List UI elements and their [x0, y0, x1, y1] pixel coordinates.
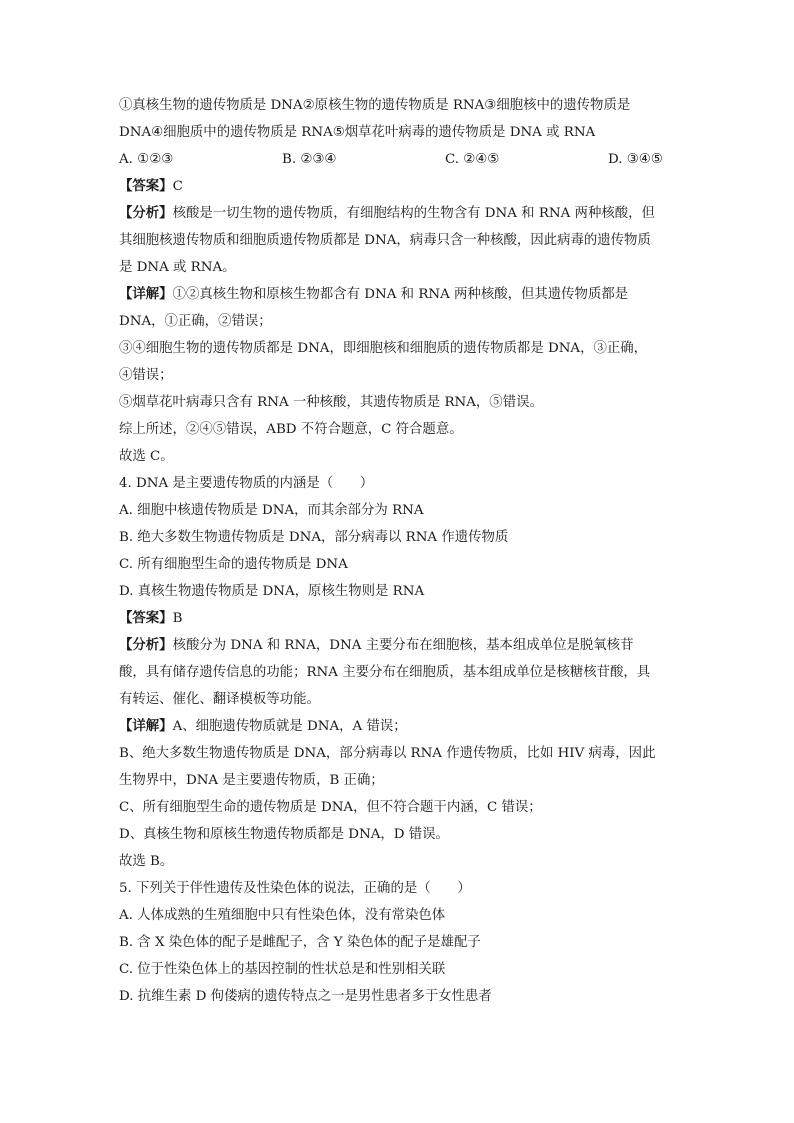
q4-detail-line-1	[119, 713, 679, 740]
q3-option-c: C. ②④⑤	[445, 152, 500, 167]
q3-stem-line-1: ①真核生物的遗传物质是 DNA②原核生物的遗传物质是 RNA③细胞核中的遗传物质是	[119, 98, 631, 113]
q3-option-a: A. ①②③	[119, 152, 174, 167]
q4-analysis-text-1: 核酸分为 DNA 和 RNA，DNA 主要分布在细胞核，基本组成单位是脱氧核苷	[172, 638, 634, 653]
q5-stem: 5. 下列关于伴性遗传及性染色体的说法，正确的是（ ）	[119, 881, 471, 896]
q3-detail-label: 【详解】	[119, 286, 173, 302]
q3-analysis-line-1	[119, 200, 679, 227]
q4-detail-line-2: B、绝大多数生物遗传物质是 DNA，部分病毒以 RNA 作遗传物质，比如 HIV 病毒，因此	[119, 746, 656, 761]
q3-stem-line-2: DNA④细胞质中的遗传物质是 RNA⑤烟草花叶病毒的遗传物质是 DNA 或 RNA	[119, 125, 596, 140]
q5-option-c: C. 位于性染色体上的基因控制的性状总是和性别相关联	[119, 962, 446, 977]
q4-answer-value: B	[172, 611, 183, 626]
q4-option-c: C. 所有细胞型生命的遗传物质是 DNA	[119, 557, 348, 572]
q3-answer-value: C	[172, 179, 183, 194]
q3-analysis-line-3: 是 DNA 或 RNA。	[119, 260, 236, 275]
q3-detail-line-4: ④错误；	[119, 368, 173, 383]
q5-option-b: B. 含 X 染色体的配子是雌配子，含 Y 染色体的配子是雄配子	[119, 935, 481, 950]
q4-option-a: A. 细胞中核遗传物质是 DNA，而其余部分为 RNA	[119, 503, 424, 518]
q3-detail-line-5: ⑤烟草花叶病毒只含有 RNA 一种核酸，其遗传物质是 RNA，⑤错误。	[119, 395, 543, 410]
q3-option-b: B. ②③④	[282, 152, 337, 167]
q4-analysis-label: 【分析】	[119, 637, 173, 653]
q4-stem: 4. DNA 是主要遗传物质的内涵是（ ）	[119, 476, 374, 491]
q4-option-b: B. 绝大多数生物遗传物质是 DNA，部分病毒以 RNA 作遗传物质	[119, 530, 509, 545]
q4-option-d: D. 真核生物遗传物质是 DNA，原核生物则是 RNA	[119, 584, 425, 599]
q3-answer-label: 【答案】	[119, 178, 173, 194]
q3-option-d: D. ③④⑤	[608, 152, 663, 167]
q4-detail-line-4: C、所有细胞型生命的遗传物质是 DNA，但不符合题干内涵，C 错误；	[119, 800, 542, 815]
q3-options	[119, 146, 679, 173]
q3-analysis-text-1: 核酸是一切生物的遗传物质，有细胞结构的生物含有 DNA 和 RNA 两种核酸，但	[172, 206, 655, 221]
q5-option-a: A. 人体成熟的生殖细胞中只有性染色体，没有常染色体	[119, 908, 446, 923]
q3-detail-text-1: ①②真核生物和原核生物都含有 DNA 和 RNA 两种核酸，但其遗传物质都是	[172, 287, 629, 302]
q3-analysis-line-2: 其细胞核遗传物质和细胞质遗传物质都是 DNA，病毒只含一种核酸，因此病毒的遗传物质	[119, 233, 651, 248]
q4-detail-text-1: A、细胞遗传物质就是 DNA，A 错误；	[172, 719, 407, 734]
q4-analysis-line-3: 有转运、催化、翻译模板等功能。	[119, 692, 320, 707]
q4-answer-label: 【答案】	[119, 610, 173, 626]
q3-detail-line-1	[119, 281, 679, 308]
q3-detail-line-3: ③④细胞生物的遗传物质都是 DNA，即细胞核和细胞质的遗传物质都是 DNA，③正确，	[119, 341, 648, 356]
q4-detail-label: 【详解】	[119, 718, 173, 734]
q3-analysis-label: 【分析】	[119, 205, 173, 221]
q4-detail-line-5: D、真核生物和原核生物遗传物质都是 DNA，D 错误。	[119, 827, 449, 842]
q4-answer	[119, 605, 679, 632]
q4-detail-line-6: 故选 B。	[119, 854, 174, 869]
q4-detail-line-3: 生物界中，DNA 是主要遗传物质，B 正确；	[119, 773, 384, 788]
q4-analysis-line-2: 酸，具有储存遗传信息的功能；RNA 主要分布在细胞质，基本组成单位是核糖核苷酸，具	[119, 665, 651, 680]
q5-option-d: D. 抗维生素 D 佝偻病的遗传特点之一是男性患者多于女性患者	[119, 989, 492, 1004]
q3-detail-line-7: 故选 C。	[119, 449, 174, 464]
q3-detail-line-6: 综上所述，②④⑤错误，ABD 不符合题意，C 符合题意。	[119, 422, 463, 437]
q4-analysis-line-1	[119, 632, 679, 659]
document-page	[119, 92, 679, 1010]
q3-answer	[119, 173, 679, 200]
q3-detail-line-2: DNA，①正确，②错误；	[119, 314, 272, 329]
